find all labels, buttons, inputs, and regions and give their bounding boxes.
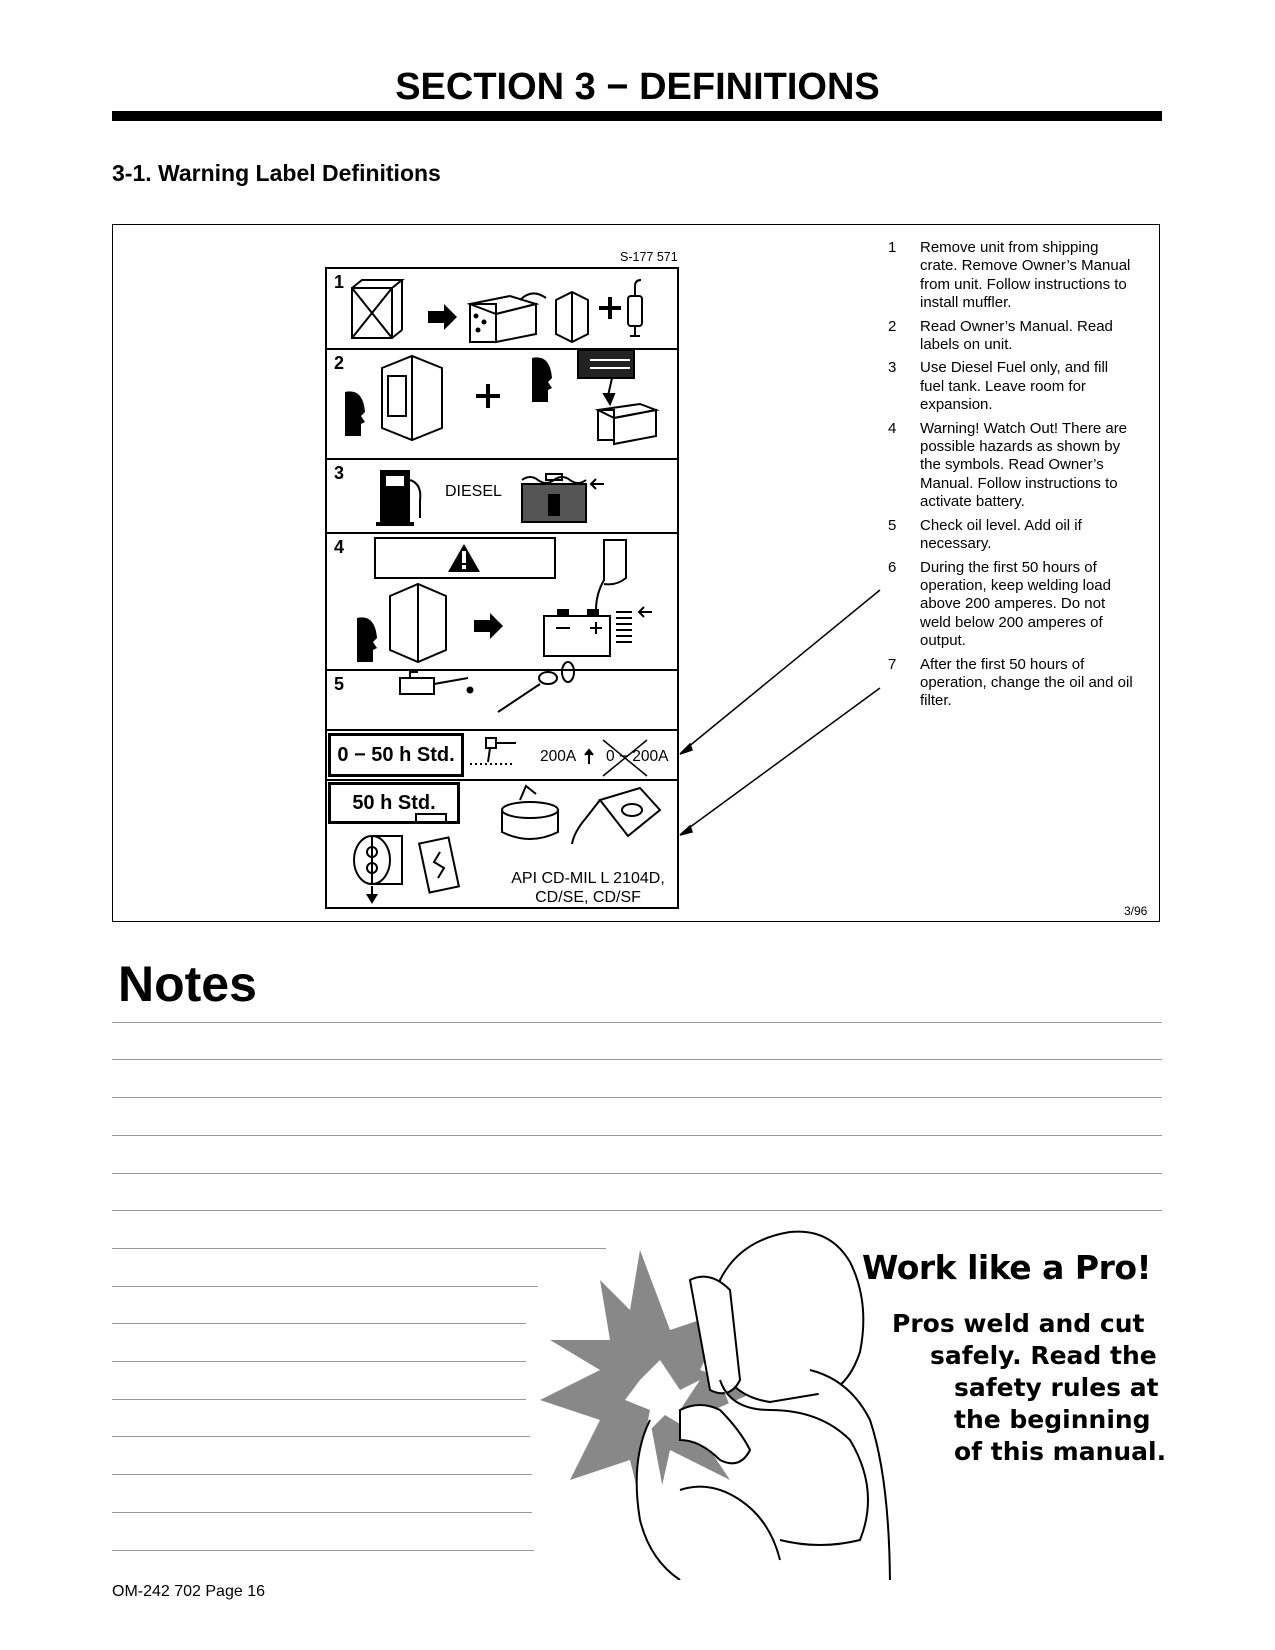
panel-number: 3 xyxy=(334,463,345,483)
arrow-left-icon xyxy=(591,479,604,489)
plus-icon xyxy=(599,297,621,319)
definition-item: 1 Remove unit from shipping crate. Remove Owner’s Manual from unit. Follow instructions to install muffler. xyxy=(888,239,1131,312)
tagline-line: Pros weld and cut xyxy=(892,1309,1145,1338)
panel-number: 2 xyxy=(334,353,345,373)
note-line xyxy=(112,1361,526,1362)
note-line xyxy=(112,1210,1162,1211)
arrow-right-icon xyxy=(474,613,503,639)
oil-can-icon xyxy=(400,672,473,694)
note-line xyxy=(112,1097,1162,1098)
oil-filter-icon xyxy=(354,814,459,904)
manual-icon xyxy=(556,292,588,342)
note-line xyxy=(112,1173,1162,1174)
head-icon xyxy=(345,391,365,436)
subsection-title: 3-1. Warning Label Definitions xyxy=(112,160,441,186)
definition-item: 5 Check oil level. Add oil if necessary. xyxy=(888,516,1082,553)
fuel-pump-icon xyxy=(376,470,420,526)
arrow-up-icon xyxy=(584,748,594,766)
amp-min-text: 200A xyxy=(540,748,577,765)
note-line xyxy=(112,1286,538,1287)
notes-heading: Notes xyxy=(118,956,257,1012)
note-line xyxy=(112,1436,530,1437)
fuel-tank-icon xyxy=(522,474,604,522)
diesel-text: DIESEL xyxy=(445,483,502,500)
battery-icon xyxy=(544,540,652,656)
muffler-icon xyxy=(628,280,642,336)
std-box-break-in: 0 − 50 h Std. xyxy=(328,733,464,777)
figure-date: 3/96 xyxy=(1124,904,1148,918)
tagline-title: Work like a Pro! xyxy=(862,1248,1152,1287)
manual-icon xyxy=(382,356,442,440)
oil-spec-text: API CD-MIL L 2104D, CD/SE, CD/SF xyxy=(511,870,665,906)
crate-icon xyxy=(352,280,402,338)
definition-item: 7 After the first 50 hours of operation, change the oil and oil filter. xyxy=(888,655,1133,710)
head-icon xyxy=(357,617,377,662)
definition-item: 3 Use Diesel Fuel only, and fill fuel tank. Leave room for expansion. xyxy=(888,359,1109,414)
panel-number: 5 xyxy=(334,674,345,694)
std-box-50h: 50 h Std. xyxy=(328,782,460,824)
note-line xyxy=(112,1550,534,1551)
definition-item: 2 Read Owner’s Manual. Read labels on unit. xyxy=(888,317,1113,354)
amp-range-text: 0 − 200A xyxy=(606,748,669,765)
welding-torch-icon xyxy=(470,738,516,764)
definition-item: 6 During the first 50 hours of operation, keep welding load above 200 amperes. Do not weld below 200 amperes of output. xyxy=(888,558,1111,650)
page-footer: OM-242 702 Page 16 xyxy=(112,1583,265,1600)
tagline-line: safely. Read the xyxy=(930,1341,1157,1370)
note-line xyxy=(112,1022,1162,1023)
section-title: SECTION 3 − DEFINITIONS xyxy=(395,66,880,108)
note-line xyxy=(112,1135,1162,1136)
note-line xyxy=(112,1323,526,1324)
note-line xyxy=(112,1399,526,1400)
definitions-list xyxy=(888,239,1133,716)
manual-icon xyxy=(390,584,446,662)
oil-bottle-icon xyxy=(572,788,660,844)
labels-battery-icon xyxy=(578,350,656,444)
head-icon xyxy=(532,357,552,402)
definition-item: 4 Warning! Watch Out! There are possible hazards as shown by the symbols. Read Owner’s Manual. Follow instructions to activate battery. xyxy=(888,419,1128,511)
panel-number: 1 xyxy=(334,272,345,292)
note-line xyxy=(112,1474,532,1475)
plus-icon xyxy=(476,384,500,408)
tagline-line: of this manual. xyxy=(954,1437,1167,1466)
label-code: S-177 571 xyxy=(620,250,678,264)
warning-triangle-icon xyxy=(448,544,480,572)
tagline-line: the beginning xyxy=(954,1405,1151,1434)
tagline-line: safety rules at xyxy=(954,1373,1159,1402)
note-line xyxy=(112,1059,1162,1060)
arrow-right-icon xyxy=(428,304,457,330)
panel-number: 4 xyxy=(334,537,345,557)
note-line xyxy=(112,1512,532,1513)
oil-pan-icon xyxy=(502,786,558,839)
generator-unit-icon xyxy=(470,293,546,342)
